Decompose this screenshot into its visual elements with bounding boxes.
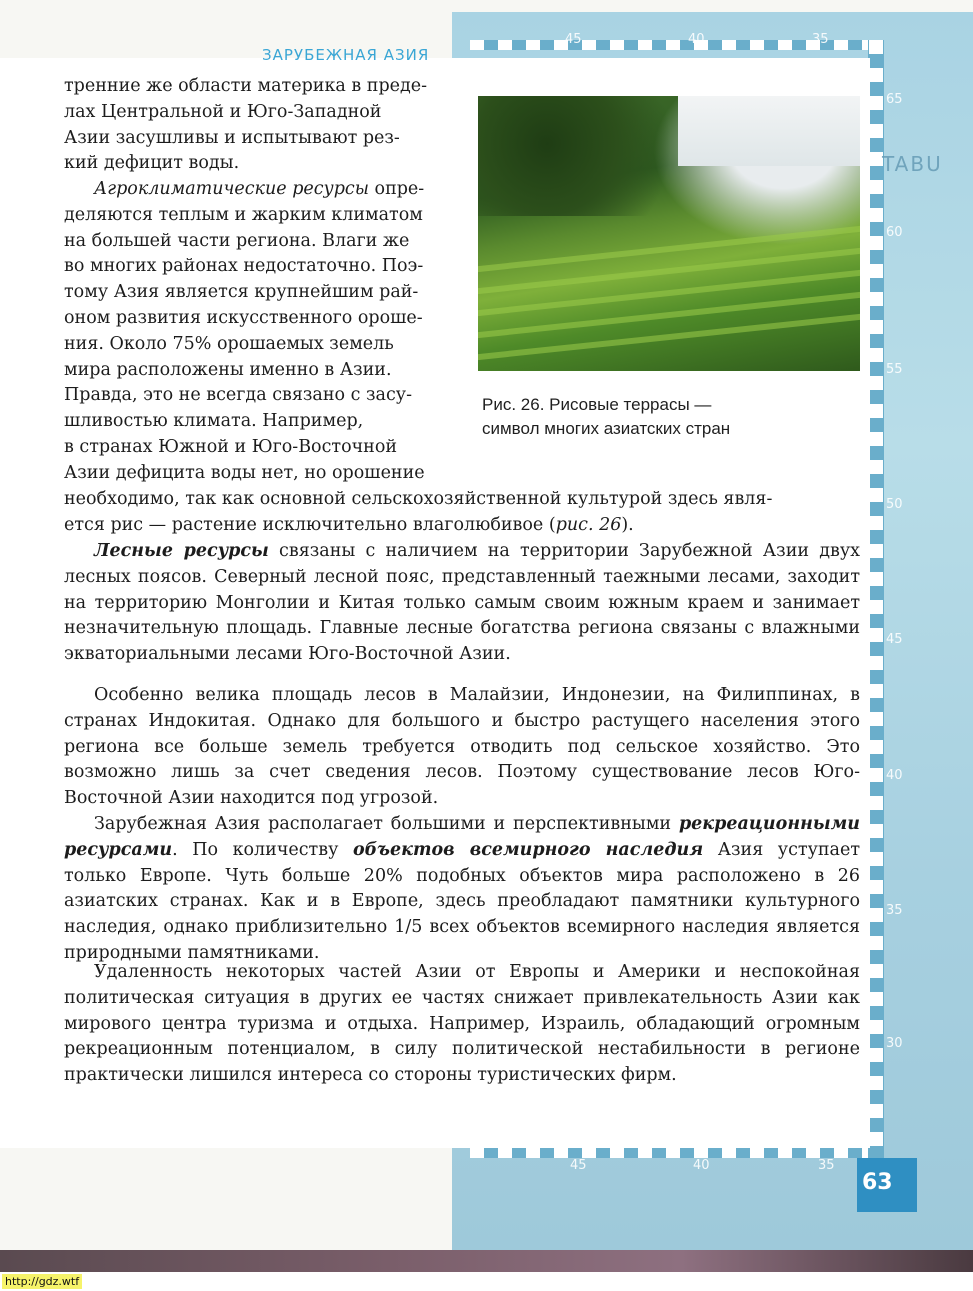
map-grid-label: 40	[886, 768, 903, 783]
photo-terrace-line	[478, 292, 860, 338]
paragraph-text: Особенно велика площадь лесов в Малайзии, Индонезии, на Филиппинах, в странах Индокитая. Однако для большого и быстро растущего населения этого региона все больше земель требуется отводить под сельское хозяйство. Это возможно лишь за счет сведения лесов. Поэтому существование лесов Юго-Восточной Азии находится под угрозой.	[64, 685, 860, 809]
paragraph-forest-area	[64, 683, 860, 812]
map-frame-bottom	[470, 1148, 868, 1158]
paragraph-continuation	[64, 74, 456, 177]
text-line: шливостью климата. Например,	[64, 411, 364, 432]
term-world-heritage: объектов всемирного наследия	[352, 839, 704, 860]
photo-terrace-line	[478, 314, 860, 360]
running-head: ЗАРУБЕЖНАЯ АЗИЯ	[262, 46, 430, 64]
text-fragment: связаны с наличием на территории Зарубежной Азии двух лесных поясов. Северный лесной пояс, представленный таежными лесами, заходит на территорию Монголии и Китая только самым своим южным краем и занимает незначительную площадь. Главные лесные богатства региона связаны с влажными экваториальными лесами Юго-Восточной Азии.	[64, 541, 860, 665]
term-forest: Лесные ресурсы	[94, 541, 269, 561]
map-grid-label: 50	[886, 497, 903, 512]
map-grid-label: 65	[886, 92, 903, 107]
text-line: мира расположены именно в Азии.	[64, 359, 392, 380]
paragraph-forest	[64, 539, 860, 668]
text-line: ния. Около 75% орошаемых земель	[64, 333, 394, 354]
page-number: 63	[862, 1170, 893, 1195]
text-fragment: . По количеству	[172, 839, 353, 860]
text-line: оном развития искусственного ороше-	[64, 307, 423, 328]
map-grid-label: 40	[693, 1158, 710, 1173]
term-recreation: рекреационными ресурсами	[64, 814, 860, 860]
text-line: деляются теплым и жарким климатом	[64, 204, 423, 225]
map-grid-label: 45	[886, 632, 903, 647]
watermark-link[interactable]: http://gdz.wtf	[2, 1274, 82, 1289]
map-grid-label: 35	[818, 1158, 835, 1173]
figure-caption	[482, 393, 852, 441]
paragraph-text	[64, 539, 860, 668]
map-grid-label: 35	[812, 32, 829, 47]
paragraph-tourism	[64, 960, 860, 1089]
map-grid-label: 40	[688, 32, 705, 47]
text-line: Правда, это не всегда связано с засу-	[64, 385, 412, 406]
map-grid-label: 35	[886, 903, 903, 918]
map-grid-label: 55	[886, 362, 903, 377]
photo-terrace-line	[478, 270, 860, 316]
photo-terrace-line	[478, 226, 860, 272]
text-line: Азии засушливы и испытывают рез-	[64, 127, 400, 148]
text-fragment: опре-	[368, 179, 425, 199]
map-grid-label: 60	[886, 225, 903, 240]
photo-terrace-line	[478, 248, 860, 294]
photo-trees	[478, 96, 708, 216]
map-grid-label: 45	[570, 1158, 587, 1173]
map-tabula-text: TABU	[882, 152, 943, 176]
caption-line: символ многих азиатских стран	[482, 419, 731, 438]
paragraph-recreation	[64, 812, 860, 967]
text-line: тренние же области материка в преде-	[64, 76, 428, 96]
caption-line: Рис. 26. Рисовые террасы —	[482, 395, 712, 414]
paragraph-text: Удаленность некоторых частей Азии от Европы и Америки и неспокойная политическая ситуация в других ее частях снижает привлекательность Азии как мирового центра туризма и отдыха. Например, Израиль, обладающий огромным рекреационным потенциалом, в силу политической нестабильности в регионе практически лишился интереса со стороны туристических фирм.	[64, 962, 860, 1086]
text-line: необходимо, так как основной сельскохозяйственной культурой здесь явля-	[64, 489, 773, 509]
book-edge-strip	[0, 1250, 973, 1272]
map-grid-label: 45	[565, 32, 582, 47]
term-agroclimatic: Агроклиматические ресурсы	[94, 179, 369, 199]
text-fragment: ).	[621, 514, 634, 535]
paragraph-text	[64, 812, 860, 967]
text-fragment: Зарубежная Азия располагает большими и перспективными	[94, 814, 679, 834]
rice-terraces-photo	[478, 96, 860, 371]
text-line: на большей части региона. Влаги же	[64, 230, 410, 251]
text-line: лах Центральной и Юго-Западной	[64, 101, 382, 122]
text-line: тому Азия является крупнейшим рай-	[64, 282, 419, 303]
text-line	[64, 177, 456, 203]
map-grid-label: 30	[886, 1036, 903, 1051]
text-line: Азии дефицита воды нет, но орошение	[64, 462, 425, 483]
paragraph-agroclimatic-end	[64, 487, 860, 539]
text-line: в странах Южной и Юго-Восточной	[64, 436, 398, 457]
map-frame-right	[868, 40, 884, 1160]
text-line: кий дефицит воды.	[64, 153, 240, 174]
paragraph-agroclimatic	[64, 177, 456, 487]
text-line: во многих районах недостаточно. Поэ-	[64, 256, 424, 277]
text-line	[64, 513, 860, 539]
text-fragment: Азия уступает только Европе. Чуть больше 20% подобных объектов мира расположено в 26 азиатских странах. Как и в Европе, здесь преобладают памятники культурного наследия, однако приблизительно 1/5 всех объектов всемирного наследия является природными памятниками.	[64, 839, 861, 963]
text-fragment: ется рис — растение исключительно влаголюбивое (	[64, 514, 556, 535]
figure-reference: рис. 26	[555, 514, 622, 535]
